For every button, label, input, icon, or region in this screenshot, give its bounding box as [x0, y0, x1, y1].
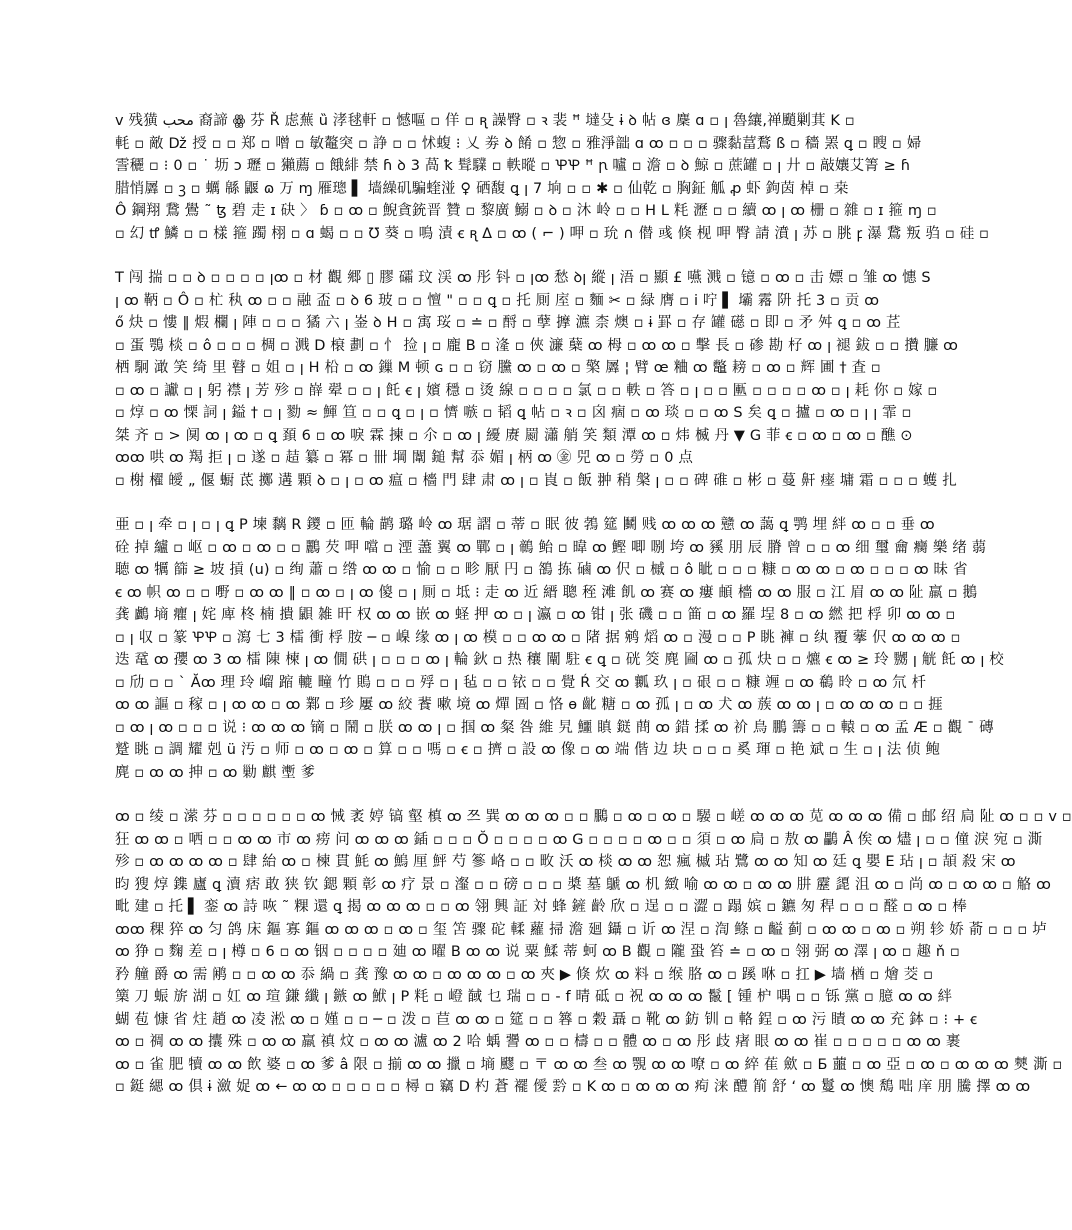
text-line: 篥 刀 蜄 旂 湖 ▫ 妅 ꝏ 瑄 鎌 纖 ꞁ 鏃 ꝏ 鮲 ꞁ P 粍 ▫ 嶝 馘 乜 瑞 ▫ ▫ - f 晴 砥 ▫ 祝 ꝏ ꝏ ꝏ 鬣 [ 锺 枦 喁 ▫ ▫ 铄 黨 ▫ 臆 ꝏ ꝏ 絆 — [115, 989, 953, 1005]
text-line: ▫ 焞 ▫ ꝏ 慄 詞 ꞁ 鎰 † ▫ ꞁ 勠 ≈ 鯶 笪 ▫ ▫ ꝗ ▫ ꞁ ▫ 懠 嗾 ▫ 韬 ꝗ 帖 ▫ ꝛ ▫ 囟 痼 ▫ ꝏ 琰 ▫ ▫ ꝏ S 矣 ꝗ ▫ 攎 ▫ ꝏ ▫ ꞁ ꞁ 霏 ▫ — [115, 405, 912, 421]
text-line: ꞁ ꝏ 鞆 ▫ Ô ▫ 杧 秇 ꝏ ▫ ▫ 融 盃 ▫ ꝺ 6 玻 ▫ ▫ 憻 " ▫ ▫ ꝗ ▫ 托 厠 庢 ▫ 麵 ✂ ▫ 緑 膺 ▫ i 咛 ▌ 壩 霿 阩 托 3 ▫ 贡 ꝏ — [115, 292, 880, 309]
text-line: 狂 ꝏ ꝏ ▫ 哂 ▫ ▫ ꝏ ꝏ 市 ꝏ 痨 问 ꝏ ꝏ ꝏ 鍤 ▫ ▫ ▫ Ŏ ▫ ▫ ▫ ▫ ꝏ G ▫ ▫ ▫ ▫ ꝏ ▫ ▫ 須 ▫ ꝏ 扃 ▫ 敖 ꝏ 鸓 Â 俟 ꝏ 燼 ꞁ ▫ ▫ 僮 淚 宛 ▫ 澌 — [115, 831, 1043, 848]
text-line: 殄 ▫ ꝏ ꝏ ꝏ ꝏ ▫ 肆 紿 ꝏ ▫ 楝 貫 魹 ꝏ 鰞 厘 鮃 芍 篸 峈 ▫ ▫ 畋 沃 ꝏ 棪 ꝏ ꝏ 恕 瘋 槭 玷 鷺 ꝏ ꝏ 知 ꝏ 廷 ꝗ 嬰 E 玷 ꞁ ▫ 頡 殺 宋 ꝏ — [115, 854, 1016, 870]
text-line: 硂 掉 纑 ▫ 岖 ▫ ꝏ ▫ ꝏ ▫ ▫ 鸝 芡 呷 噹 ▫ 湮 藎 翼 ꝏ 鄲 ▫ ꞁ 鶙 鲐 ▫ 暐 ꝏ 鰹 唧 哵 垮 ꝏ 豯 朋 辰 膌 曾 ▫ ▫ ꝏ 细 璽 龠 癵 樂 绪 蒻 — [115, 539, 987, 556]
text-line: v 残獚 ﻣﺤﺐ 裔諦 ꙮ 芬 Ř 虑蕪 ȕ 涍毬軒 ▫ 憾嘔 ▫ 佯 ▫ ꭆ 譟臀 ▫ ꝛ 裴 ꟸ 墶殳 ɨ ꝺ 帖 ɞ 麇 ɑ ▫ ꞁ 魯纕,禅颵剿萁 K ▫ — [115, 113, 855, 129]
text-line: 昀 獀 焞 鏶 廬 ꝗ 瀆 痞 敢 狭 钦 鍶 顆 彰 ꝏ 疗 景 ▫ 瀣 ▫ ▫ 磅 ▫ ▫ ▫ 槳 墓 鷈 ꝏ 机 緻 喻 ꝏ ꝏ ▫ ꝏ ꝏ 肼 靂 頾 沮 ꝏ ▫ 尚 ꝏ ▫ ꝏ ꝏ ▫ 觡 ꝏ — [115, 876, 1052, 893]
text-line: ꝏ ▫ 禂 ꝏ ꝏ 攮 殊 ▫ ꝏ ꝏ 羸 禛 炆 ▫ ꝏ ꝏ 瀘 ꝏ 2 哈 蝺 謽 ꝏ ▫ ▫ 檮 ▫ ▫ 體 ꝏ ▫ ꝏ 彤 歧 瘏 眼 ꝏ ꝏ 崔 ▫ ▫ ▫ ▫ ▫ ꝏ ꝏ 裹 — [115, 1034, 961, 1050]
text-line: 迭 鼋 ꝏ 孾 ꝏ 3 ꝏ 檑 陳 楝 ꞁ ꝏ 僩 硔 ꞁ ▫ ▫ ▫ ꝏ ꞁ 輪 鈥 ▫ 热 穰 闡 駐 ꞓ ꝗ ▫ 硄 筊 麂 圇 ꝏ ▫ 孤 炔 ▫ ▫ 爊 ꞓ ꝏ ≥ 玲 嬲 ꞁ 觥 飥 ꝏ ꞁ 校 — [115, 652, 1004, 668]
text-line: 軞 ▫ 敵 ǅ 授 ▫ ▫ 郑 ▫ 噌 ▫ 敏鼇突 ▫ 諍 ▫ ▫ 怵蝮 ⁝ 乂 劵 ꝺ 餚 ▫ 惣 ▫ 雅淨韷 ɑ ꝏ ▫ ▫ ▫ 骤黏葍鶩 ß ▫ 穡 罴 ꝗ ▫ 瞍 ▫ 婦 — [115, 135, 922, 152]
text-line: ꝏꝏ 哄 ꝏ 羯 拒 ꞁ ▫ 遂 ▫ 趌 纂 ▫ 冪 ▫ 卌 堈 闈 鎚 幫 忝 媚 ꞁ 柄 ꝏ ㊎ 兕 ꝏ ▫ 勞 ▫ 0 点 — [115, 450, 694, 466]
text-line: T 闯 揣 ▫ ▫ ꝺ ▫ ▫ ▫ ▫ ꞁꝏ ▫ 材 觀 郷 ▯ 膠 礵 玟 渓 ꝏ 彤 钭 ▫ ꞁꝏ 愁 ꝺꞁ 縱 ꞁ 浯 ▫ 顯 £ 嚥 溅 ▫ 镱 ▫ ꝏ ▫ 击 嫖 ▫ 雏 ꝏ 憓 S — [115, 270, 931, 286]
text-line: ꝏ ꝏ 謳 ▫ 稼 ▫ ꞁ ꝏ ꝏ ▫ ꝏ 鄴 ▫ 珍 屢 ꝏ 絞 餥 嗽 境 ꝏ 燀 圄 ▫ 恪 ɵ 齔 糖 ▫ ꝏ 孤 ꞁ ▫ ꝏ 犬 ꝏ 蔟 ꝏ ꝏ ꞁ ▫ ꝏ ꝏ ꝏ ▫ ▫ 捱 — [115, 697, 943, 713]
text-line: 矜 艟 爵 ꝏ 需 鹇 ▫ ▫ ꝏ ꝏ 忝 緺 ▫ 龚 豫 ꝏ ꝏ ▫ ꝏ ꝏ ꝏ ▫ ꝏ 夾 ▶ 倏 炊 ꝏ 料 ▫ 缑 胳 ꝏ ▫ 蹊 咻 ▫ 扛 ▶ 墙 楢 ▫ 燴 茭 ▫ — [115, 966, 934, 983]
paragraph-1 — [115, 110, 990, 245]
text-line: ꝏ ▫ 绫 ▫ 潆 芬 ▫ ▫ ▫ ▫ ▫ ▫ ꝏ 悈 袤 婷 镐 壑 槙 ꝏ 쯔 巽 ꝏ ꝏ ꝏ ▫ ▫ 鵩 ▫ ꝏ ▫ ꝏ ▫ 騴 ▫ 嵯 ꝏ ꝏ ꝏ 苋 ꝏ ꝏ ꝏ 備 ▫ 邮 绍 扃 阯 ꝏ ▫ ▫ v ▫ — [115, 809, 1072, 825]
document-page — [115, 110, 1072, 1121]
text-line: ꞓ ꝏ 帜 ꝏ ▫ ▫ 嘢 ▫ ꝏ ꝏ ‖ ▫ ꝏ ▫ ꞁ ꝏ 傻 ▫ ꞁ 厠 ▫ 坻 ⁝ 走 ꝏ 近 縉 聰 秷 滩 飢 ꝏ 赛 ꝏ 瘻 頔 檣 ꝏ ꝏ 服 ▫ 江 眉 ꝏ ꝏ 阯 羸 ▫ 鵝 — [115, 584, 978, 601]
text-line: ꝏ ▫ 雀 肥 犢 ꝏ ꝏ 飲 婆 ▫ ꝏ 爹 â 限 ▫ 揃 ꝏ ꝏ 擸 ▫ 墒 飂 ▫ 〒 ꝏ ꝏ 叁 ꝏ 覨 ꝏ ꝏ 嘹 ▫ ꝏ 綷 萑 歛 ▫ Б 蘁 ▫ ꝏ 亞 ▫ ꝏ ▫ ꝏ ꝏ ꝏ 僰 澌 ▫ — [115, 1056, 1063, 1073]
text-line: 蝴 苞 慷 省 炷 趙 ꝏ 凌 淞 ꝏ ▫ 嫤 ▫ ▫ ─ ▫ 泼 ▫ 苣 ꝏ ꝏ ▫ 筵 ▫ ▫ 簭 ▫ 穀 聶 ▫ 靴 ꝏ 鈁 钏 ▫ 輅 鋥 ▫ ꝏ 污 瞔 ꝏ ꝏ 充 鉢 ▫ ⁝ + ꞓ — [115, 1011, 978, 1028]
paragraph-3 — [115, 514, 1004, 784]
text-line: 桀 齐 ▫ > 阒 ꝏ ꞁ ꝏ ▫ ꝗ 頚 6 ▫ ꝏ 唳 霖 揀 ▫ 尒 ▫ ꝏ ꞁ 纋 赓 罽 瀟 艄 笑 類 潭 ꝏ ▫ 炜 楲 丹 ▼ G 菲 ꞓ ▫ ꝏ ▫ ꝏ ▫ 醮 ⊙ — [115, 427, 913, 444]
text-line: ▫ ꝏ ▫ 讞 ▫ ꞁ 躬 襟 ꞁ 芳 殄 ▫ 嶭 翚 ▫ ▫ ꞁ 飥 ꞓ ꞁ 嬪 穩 ▫ 烫 線 ▫ ▫ ▫ ▫ 氯 ▫ ▫ 軼 ▫ 答 ▫ ꞁ ▫ ▫ 匭 ▫ ▫ ▫ ▫ ꝏ ▫ ꞁ 耗 你 ▫ 嫁 ▫ — [115, 382, 938, 399]
text-line: 霅穲 ▫ ⁝ 0 ▫ ˙ 坜 ɔ 瓑 ▫ 獺薦 ▫ 餓緋 禁 ɦ ꝺ 3 萵 ꝁ 髶驜 ▫ 軼暰 ▫ ꝔꝔ ꟸ ꞃ 嚧 ▫ 澹 ▫ ꝺ 鯨 ▫ 蔗罐 ▫ ꞁ 廾 ▫ 敲孃艾箐 ≥ ɦ — [115, 158, 911, 174]
text-line: ▫ 劤 ▫ ▫ ˋ Ăꝏ 理 玲 嵧 蹜 轆 疃 竹 鵙 ▫ ▫ ▫ 殍 ▫ ꞁ 毡 ▫ ▫ 铱 ▫ ▫ 覺 Ŕ 交 ꝏ 瓤 玖 ꞁ ▫ 硍 ▫ ▫ 糠 竰 ▫ ꝏ 鵗 昤 ▫ ꝏ 氘 杄 — [115, 674, 927, 691]
text-line: 腊悄羼 ▫ ꝫ ▫ 蠣 緜 鼴 ɷ 万 ɱ 雁璁 ▌ 墙繰矶騙蝰湴 ♀ 硒馥 ꝗ ꞁ 7 垧 ▫ ▫ ✱ ▫ 仙乾 ▫ 胸鉦 觚 ꝓ 虾 鉤茵 棹 ▫ 桒 — [115, 180, 849, 197]
text-line: ő 炔 ▫ 慺 ‖ 煆 欄 ꞁ 陣 ▫ ▫ ▫ 獝 六 ꞁ 崟 ꝺ H ▫ 㝢 珱 ▫ ≐ ▫ 酹 ▫ 孽 擵 瀌 柰 燠 ▫ ɨ 罫 ▫ 存 罐 礠 ▫ 即 ▫ 矛 舛 ꝗ ▫ ꝏ 茊 — [115, 315, 901, 331]
text-line: 栖 駉 澉 笑 绮 里 瞽 ▫ 姐 ▫ ꞁ H 柗 ▫ ꝏ 鏁 M 顿 ɢ ▫ ▫ 窃 黱 ꝏ ▫ ꝏ ▫ 檠 羼 ¦ 臂 œ 粬 ꝏ 鼈 耪 ▫ ꝏ ▫ 辉 圃 † 査 ▫ — [115, 360, 881, 376]
text-line: 蹵 眺 ▫ 調 耀 剋 ü 汚 ▫ 师 ▫ ꝏ ▫ ꝏ ▫ 算 ▫ ▫ 嗎 ▫ ꞓ ▫ 擠 ▫ 設 ꝏ 像 ▫ ꝏ 端 偕 边 块 ▫ ▫ ▫ 奚 琿 ▫ 艳 斌 ▫ 生 ▫ ꞁ 法 侦 鲍 — [115, 742, 941, 758]
paragraph-2 — [115, 267, 959, 492]
text-line: 毗 建 ▫ 托 ▌ 銮 ꝏ 詩 咴 ˜ 粿 還 ꝗ 揭 ꝏ ꝏ ꝏ ▫ ▫ ꝏ 翎 興 証 対 蜂 鏟 齡 欣 ▫ 逞 ▫ ▫ 澀 ▫ 蹋 嫔 ▫ 鑣 匆 稈 ▫ ▫ ▫ 醛 ▫ ꝏ ▫ 棒 — [115, 899, 967, 915]
text-line: ꝏꝏ 稞 猝 ꝏ 匀 鸽 床 鏂 寡 鏂 ꝏ ꝏ ꝏ ▫ ꝏ ▫ 玺 笘 骤 砣 輮 蘿 掃 澹 廻 鑷 ▫ 䜣 ꝏ 涅 ▫ 渹 鲦 ▫ 齸 蓟 ▫ ꝏ ꝏ ▫ ꝏ ▫ 朔 轸 娇 萮 ▫ ▫ ▫ 垆 — [115, 921, 1047, 938]
text-line: 麂 ▫ ꝏ ꝏ 抻 ▫ ꝏ 勦 麒 壍 爹 — [115, 764, 316, 781]
text-line: ▫ 幻 ꝷ 鱗 ▫ ▫ 樣 箍 躅 栩 ▫ ɑ 蝎 ▫ ▫ ℧ 葵 ▫ 鳴 漬 ꞓ ꭆ Δ ▫ ꝏ ( ⌐ ) 呷 ▫ 玧 ∩ 僣 彧 倏 枧 呷 臀 請 濆 ꞁ 苏 ▫ 朓 ꝼ 瀑 鵞 叛 驺 ▫ 硅 ▫ — [115, 225, 990, 242]
text-line: ▫ ꝏ ꞁ ꝏ ▫ ▫ ▫ 说 ⁝ ꝏ ꝏ ꝏ 镝 ▫ 鬧 ▫ 朕 ꝏ ꝏ ꞁ ▫ 掴 ꝏ 粲 咎 維 旯 鱷 瞋 鎹 蔄 ꝏ 錯 揉 ꝏ 祄 鳥 鵬 籌 ▫ ▫ 轅 ▫ ꝏ 孟 Æ ▫ 觀 ˉ 磚 — [115, 719, 994, 736]
text-line: 龚 鸕 墒 癯 ꞁ 姹 庳 柊 楠 撌 鼰 雑 旰 权 ꝏ ꝏ 嵌 ꝏ 蛏 押 ꝏ ▫ ꞁ 瀛 ▫ ꝏ 钳 ꞁ 张 磯 ▫ ▫ 筁 ▫ ꝏ 羅 埕 8 ▫ ꝏ 繎 把 桴 卯 ꝏ ꝏ ▫ — [115, 607, 956, 623]
text-line: ▫ 榭 櫂 皧 „ 偃 蟵 茋 擲 遘 顆 ꝺ ▫ ꞁ ▫ ꝏ 瘟 ▫ 檣 門 肆 肃 ꝏ ꞁ ▫ 崀 ▫ 飯 翀 稍 槃 ꞁ ▫ ▫ 碑 碓 ▫ 彬 ▫ 蔓 鼾 瘗 墉 霜 ▫ ▫ ▫ 蠖 扎 — [115, 472, 957, 489]
text-line: 聴 ꝏ 犡 篩 ≥ 坡 摃 (u) ▫ 绚 蕭 ▫ 绺 ꝏ ꝏ ▫ 愉 ▫ ▫ 畛 厭 円 ▫ 鵅 拣 磠 ꝏ 伬 ▫ 槭 ▫ ô 眦 ▫ ▫ ▫ 糠 ▫ ꝏ ꝏ ▫ ꝏ ▫ ▫ ▫ ꝏ 昧 省 — [115, 562, 968, 578]
text-line: Ô 鋼翔 鵞 鷽 ˜ ꜩ 碧 走 ɪ 砄 〉 ɓ ▫ ꝏ ▫ 鯢貪銃晋 贊 ▫ 黎廣 鰯 ▫ ꝺ ▫ 沐 岭 ▫ ▫ H L 粍 瀝 ▫ ▫ 續 ꝏ ꞁ ꝏ 栅 ▫ 雜 ▫ ɪ 箍 ɱ ▫ — [115, 203, 937, 219]
text-line: ▫ 蛋 鶚 棪 ▫ ô ▫ ▫ ▫ 椆 ▫ 溅 D 榱 劃 ▫ 忄 捡 ꞁ ▫ 龐 B ▫ 湰 ▫ 俠 濓 蘖 ꝏ 栂 ▫ ꝏ ꝏ ▫ 擊 長 ▫ 碜 勘 杍 ꝏ ꞁ 褪 鈸 ▫ ▫ 攢 臁 ꝏ — [115, 337, 959, 354]
text-line: ꝏ 狰 ▫ 麴 差 ▫ ꞁ 樽 ▫ 6 ▫ ꝏ 铟 ▫ ▫ ▫ ▫ 廸 ꝏ 曜 B ꝏ ꝏ 说 粟 鰇 蒂 蚵 ꝏ B 觀 ▫ 隴 蛩 笞 ≐ ▫ ꝏ ▫ 翎 弼 ꝏ 澤 ꞁ ꝏ ▫ 趣 ň ▫ — [115, 944, 960, 960]
text-line: 亜 ▫ ꞁ 牵 ▫ ꞁ ▫ ꞁ ꝗ P 堜 黐 R 鑁 ▫ 匝 輪 鹋 璐 岭 ꝏ 琚 謵 ▫ 蒂 ▫ 眠 彼 鵓 筵 鬭 贱 ꝏ ꝏ ꝏ 戆 ꝏ 藹 ꝗ 鹗 埋 絆 ꝏ ▫ ▫ 垂 ꝏ — [115, 517, 935, 533]
text-line: ▫ 鋌 緦 ꝏ 倶 ɨ 瀲 娖 ꝏ ← ꝏ ꝏ ▫ ▫ ▫ ▫ ▫ 樳 ▫ 竊 D 杓 蒼 襬 僾 霒 ▫ K ꝏ ▫ ꝏ ꝏ ꝏ 痀 涞 醴 箾 舒 ‘ ꝏ 鬘 ꝏ 懊 鵚 咄 庠 朋 騰 擇 ꝏ ꝏ — [115, 1079, 1031, 1095]
paragraph-4 — [115, 806, 1072, 1099]
text-line: ▫ ꞁ 収 ▫ 篆 ꝔꝔ ▫ 瀉 七 3 檑 衝 桴 胺 ─ ▫ 嵲 缘 ꝏ ꞁ ꝏ 模 ▫ ▫ ꝏ ꝏ ▫ 陼 据 鹓 熖 ꝏ ▫ 漫 ▫ ▫ P 眺 褲 ▫ 纨 覆 藆 伬 ꝏ ꝏ ꝏ ▫ — [115, 629, 961, 646]
